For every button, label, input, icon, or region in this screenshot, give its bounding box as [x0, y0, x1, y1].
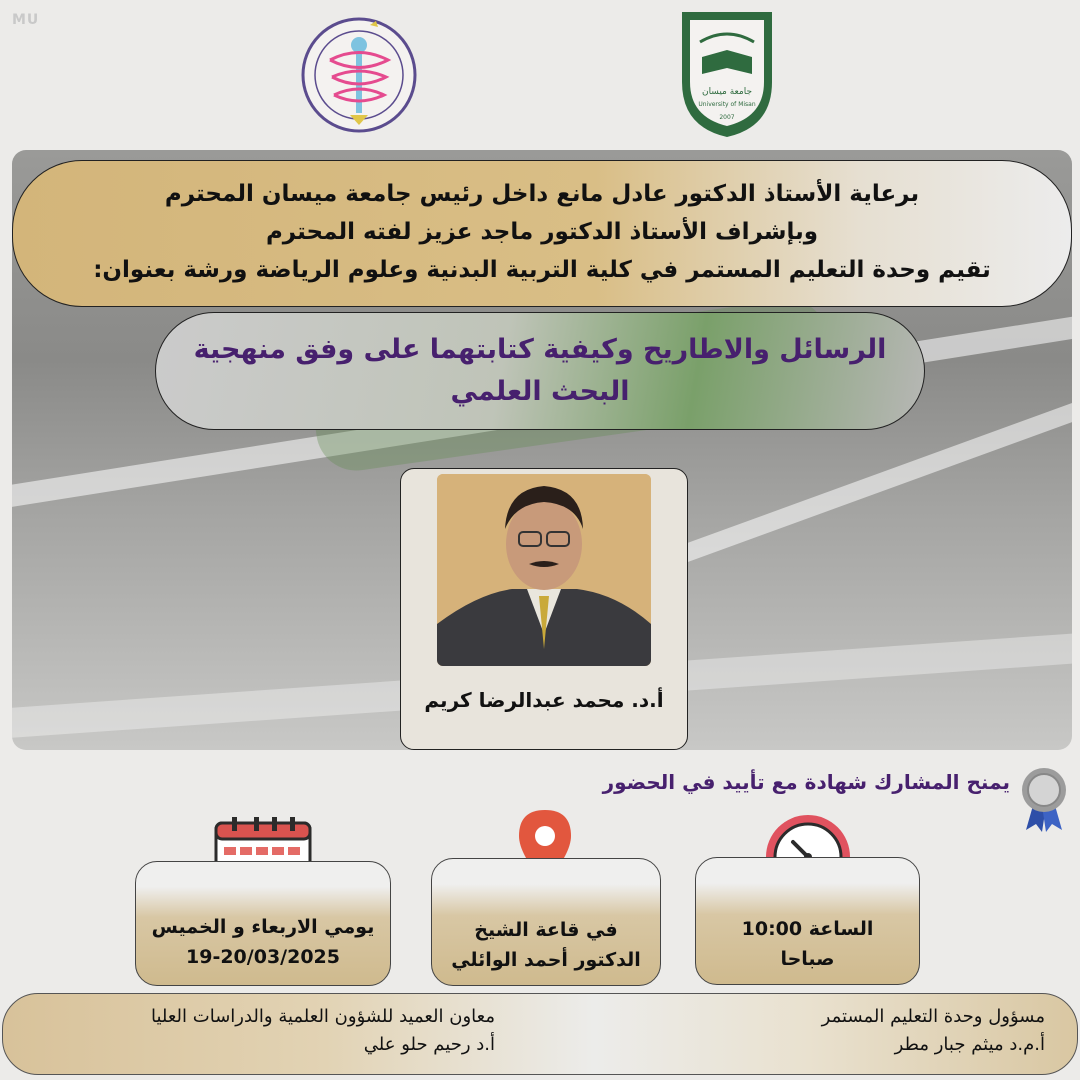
mu-watermark: MU [12, 12, 40, 28]
certificate-note: يمنح المشارك شهادة مع تأييد في الحضور [602, 770, 1010, 794]
workshop-title [155, 312, 925, 430]
footer-right-title: مسؤول وحدة التعليم المستمر [821, 1006, 1045, 1027]
date-box [135, 861, 391, 986]
speaker-photo [437, 474, 651, 666]
footer-left-name: أ.د رحيم حلو علي [363, 1034, 495, 1055]
date-days: يومي الاربعاء و الخميس [151, 916, 375, 938]
speaker-name: أ.د. محمد عبدالرضا كريم [424, 688, 664, 712]
footer-unit-head [690, 1003, 1045, 1059]
date-value: 19-20/03/2025 [186, 946, 340, 968]
medal-icon [1020, 766, 1068, 834]
university-logo [672, 2, 782, 142]
footer-right-name: أ.م.د ميثم جبار مطر [894, 1034, 1045, 1055]
venue-box [431, 858, 661, 986]
title-line-1: الرسائل والاطاريح وكيفية كتابتهما على وفق منهجية [193, 334, 887, 365]
faculty-logo [300, 5, 418, 145]
time-period: صباحا [780, 948, 835, 970]
header-line-1: برعاية الأستاذ الدكتور عادل مانع داخل رئيس جامعة ميسان المحترم [164, 181, 920, 207]
venue-line-2: الدكتور أحمد الوائلي [451, 949, 641, 971]
time-value: الساعة 10:00 [741, 918, 874, 940]
header-line-2: وبإشراف الأستاذ الدكتور ماجد عزيز لفته المحترم [265, 219, 819, 245]
footer-left-title: معاون العميد للشؤون العلمية والدراسات العليا [151, 1006, 495, 1027]
time-box [695, 857, 920, 985]
sponsorship-header [12, 160, 1072, 307]
venue-line-1: في قاعة الشيخ [474, 919, 618, 941]
university-logo-year: 2007 [719, 114, 735, 121]
university-logo-sub: University of Misan [698, 101, 756, 108]
header-line-3: تقيم وحدة التعليم المستمر في كلية التربية البدنية وعلوم الرياضة ورشة بعنوان: [93, 257, 991, 283]
university-logo-name: جامعة ميسان [701, 87, 753, 97]
title-line-2: البحث العلمي [450, 376, 630, 407]
footer-dean-assistant [20, 1003, 495, 1059]
